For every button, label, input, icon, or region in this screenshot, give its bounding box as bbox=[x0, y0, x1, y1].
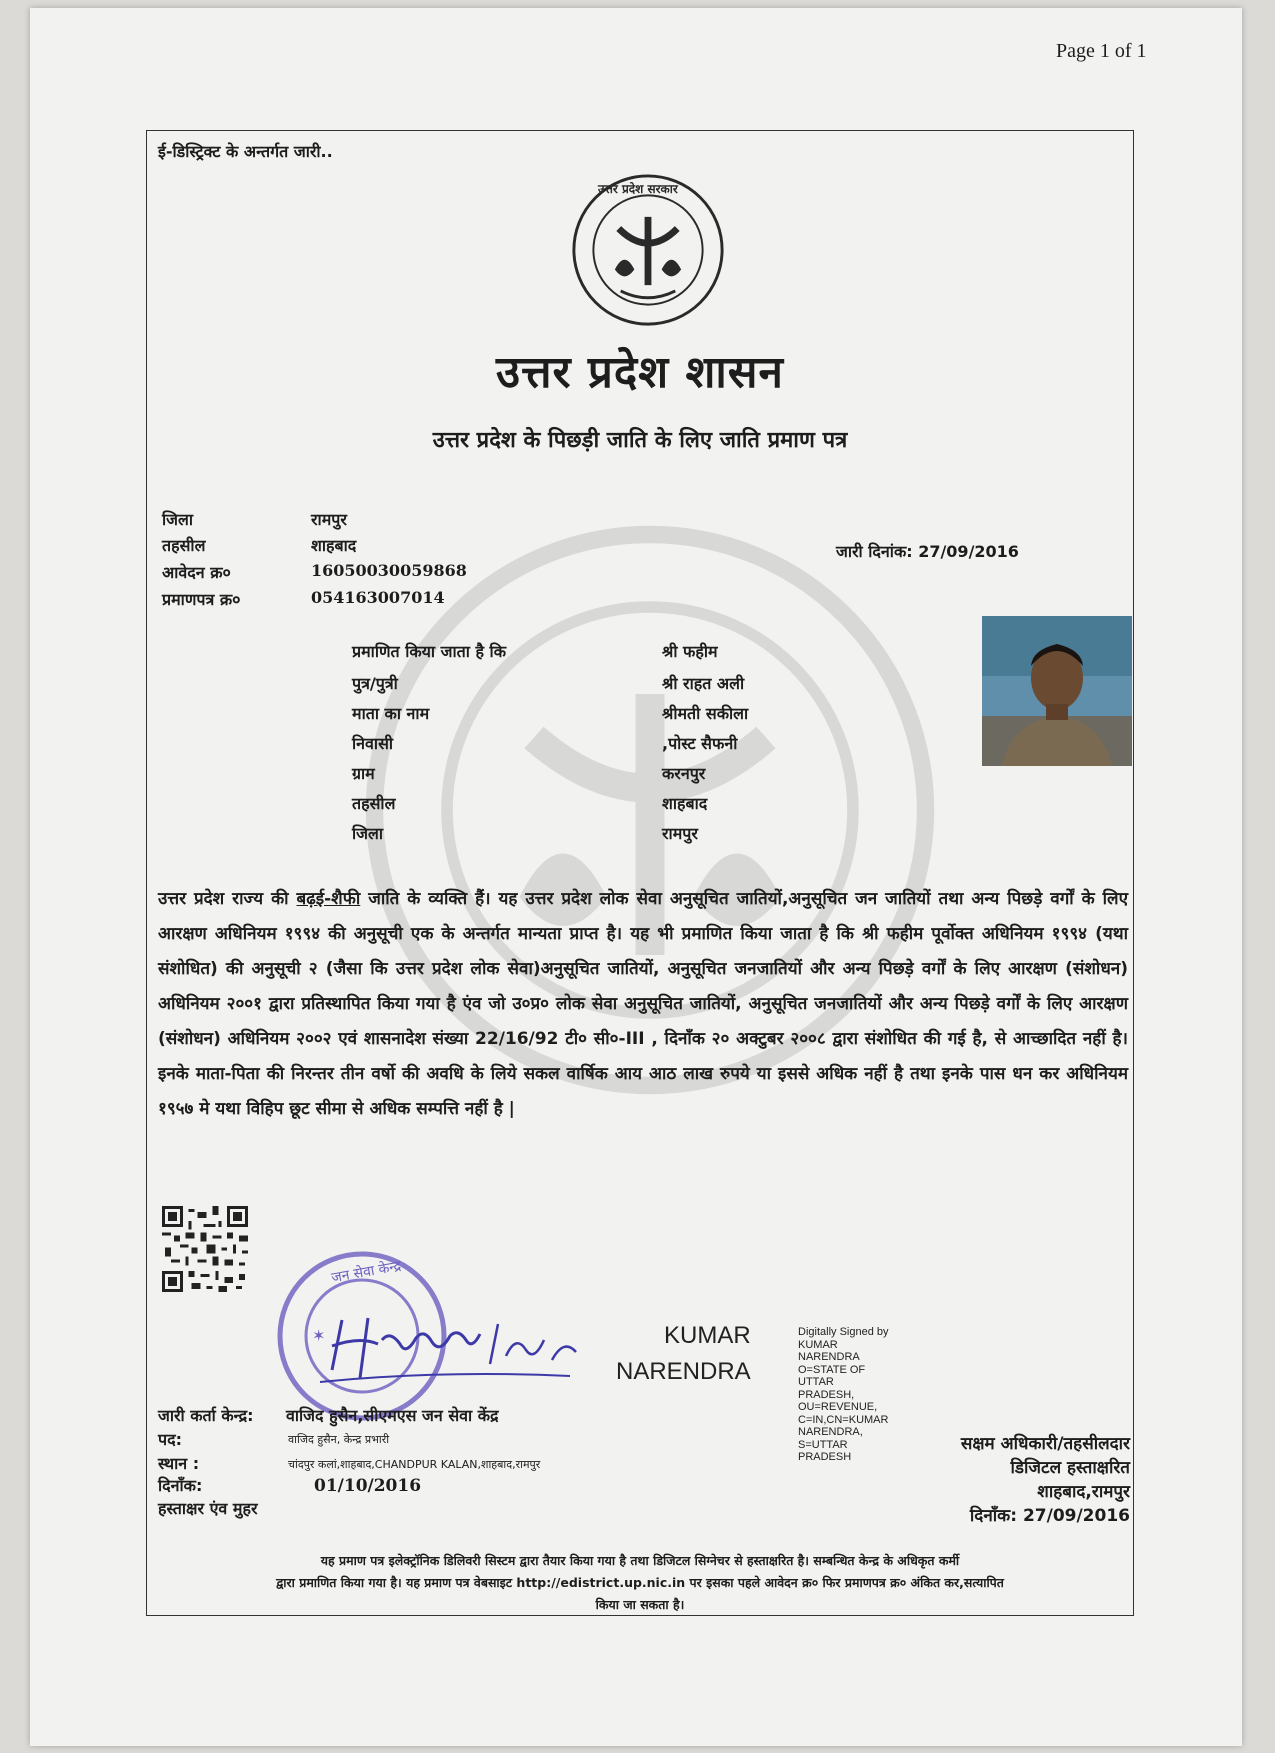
caste-name: बढ़ई-शैफी bbox=[296, 889, 361, 909]
stamp-text: जन सेवा केन्द्र bbox=[330, 1258, 403, 1287]
dsig-line: Digitally Signed by bbox=[798, 1326, 889, 1338]
issuing-center-value: वाजिद हुसैन,सीएमएस जन सेवा केंद्र bbox=[286, 1406, 499, 1425]
footer-line: द्वारा प्रमाणित किया गया है। यह प्रमाण पत्र वेबसाइट http://edistrict.up.nic.in पर इसका पहले आवेदन क्र० फिर प्रमाणपत्र क्र० अंकित कर,सत्यापित bbox=[276, 1575, 1004, 1590]
dsig-line: UTTAR bbox=[798, 1376, 834, 1388]
page-number: Page 1 of 1 bbox=[1056, 40, 1147, 62]
issued-under-text: ई-डिस्ट्रिक्ट के अन्तर्गत जारी.. bbox=[158, 142, 333, 161]
person-field-label: निवासी bbox=[352, 734, 394, 753]
dsig-line: KUMAR bbox=[798, 1338, 838, 1351]
signer-name-line2: NARENDRA bbox=[616, 1358, 751, 1385]
person-field-value: रामपुर bbox=[662, 824, 698, 843]
body-part1: उत्तर प्रदेश राज्य की bbox=[158, 889, 297, 909]
sign-seal-label: हस्ताक्षर एंव मुहर bbox=[158, 1499, 258, 1518]
person-field-value: शाहबाद bbox=[662, 794, 708, 813]
person-field-label: जिला bbox=[352, 824, 384, 843]
application-no-value: 16050030059868 bbox=[311, 561, 467, 580]
officer-date: दिनाँक: 27/09/2016 bbox=[969, 1506, 1130, 1526]
tehsil-label: तहसील bbox=[162, 536, 206, 555]
qr-code-icon bbox=[162, 1206, 248, 1292]
place-value: चांदपुर कलां,शाहबाद,CHANDPUR KALAN,शाहबाद,रामपुर bbox=[288, 1458, 541, 1471]
issuer-date-value: 01/10/2016 bbox=[314, 1476, 422, 1496]
person-field-label: ग्राम bbox=[352, 764, 375, 783]
application-no-label: आवेदन क्र० bbox=[162, 563, 231, 582]
certificate-no-value: 054163007014 bbox=[311, 588, 445, 607]
document-title: उत्तर प्रदेश शासन bbox=[496, 347, 784, 398]
person-field-value: ,पोस्ट सैफनी bbox=[662, 734, 738, 753]
certificate-body bbox=[158, 882, 1128, 1127]
person-field-value: श्री फहीम bbox=[662, 642, 718, 661]
dsig-line: PRADESH, bbox=[798, 1388, 855, 1401]
dsig-line: NARENDRA, bbox=[798, 1426, 863, 1438]
post-value: वाजिद हुसैन, केन्द्र प्रभारी bbox=[288, 1433, 390, 1446]
dsig-line: NARENDRA bbox=[798, 1351, 860, 1363]
officer-title: सक्षम अधिकारी/तहसीलदार bbox=[960, 1434, 1130, 1454]
handwritten-signature-icon bbox=[320, 1300, 590, 1390]
person-field-label: तहसील bbox=[352, 794, 396, 813]
person-field-label: प्रमाणित किया जाता है कि bbox=[352, 642, 506, 661]
person-field-label: माता का नाम bbox=[352, 704, 430, 723]
issuing-center-label: जारी कर्ता केन्द्र: bbox=[158, 1406, 254, 1425]
seal-text: उत्तर प्रदेश सरकार bbox=[598, 182, 678, 196]
footer-line: किया जा सकता है। bbox=[595, 1597, 685, 1612]
person-field-value: श्रीमती सकीला bbox=[662, 704, 749, 723]
digital-signer-name bbox=[616, 1318, 751, 1390]
place-label: स्थान : bbox=[158, 1454, 200, 1473]
person-field-label: पुत्र/पुत्री bbox=[352, 674, 398, 693]
district-value: रामपुर bbox=[311, 510, 347, 529]
dsig-line: O=STATE OF bbox=[798, 1363, 866, 1376]
tehsil-value: शाहबाद bbox=[311, 536, 357, 555]
applicant-photo bbox=[982, 616, 1132, 766]
person-field-value: करनपुर bbox=[662, 764, 706, 783]
document-subtitle: उत्तर प्रदेश के पिछड़ी जाति के लिए जाति प्रमाण पत्र bbox=[432, 428, 848, 453]
person-field-value: श्री राहत अली bbox=[662, 674, 745, 693]
competent-officer-block bbox=[880, 1432, 1130, 1528]
post-label: पद: bbox=[158, 1430, 182, 1449]
district-label: जिला bbox=[162, 510, 194, 529]
svg-text:✶: ✶ bbox=[312, 1326, 326, 1345]
dsig-line: S=UTTAR bbox=[798, 1438, 848, 1451]
dsig-line: C=IN,CN=KUMAR bbox=[798, 1413, 889, 1426]
issue-date: जारी दिनांक: 27/09/2016 bbox=[836, 542, 1019, 561]
body-part2: जाति के व्यक्ति हैं। यह उत्तर प्रदेश लोक सेवा अनुसूचित जातियों,अनुसूचित जन जातियों तथा अन्य पिछड़े वर्गों के लिए आरक्षण अधिनियम १९९४ की अनुसूची एक के अन्तर्गत मान्यता प्राप्त है। यह भी प्रमाणित किया जाता है कि श्री फहीम पूर्वोक्त अधिनियम १९९४ (यथा संशोधित) की अनुसूची २ (जैसा कि उत्तर प्रदेश लोक सेवा)अनुसूचित जातियों, अनुसूचित जनजातियों और अन्य पिछड़े वर्गों के लिए आरक्षण (संशोधन) अधिनियम २००१ द्वारा प्रतिस्थापित किया गया है एंव जो उ०प्र० लोक सेवा अनुसूचित जातियों, अनुसूचित जनजातियों और अन्य पिछड़े वर्गों के लिए आरक्षण (संशोधन) अधिनियम २००२ एवं शासनादेश संख्या 22/16/92 टी० सी०-III , दिनाँक २० अक्टुबर २००८ द्वारा संशोधित की गई है, से आच्छादित नहीं है।इनके माता-पिता की निरन्तर तीन वर्षो की अवधि के लिये सकल वार्षिक आय आठ लाख रुपये या इससे अधिक नहीं है तथा इनके पास धन कर अधिनियम १९५७ मे यथा विहिप छूट सीमा से अधिक सम्पत्ति नहीं है | bbox=[158, 889, 1128, 1119]
certificate-no-label: प्रमाणपत्र क्र० bbox=[162, 590, 241, 609]
verification-footer bbox=[160, 1550, 1120, 1616]
signer-name-line1: KUMAR bbox=[664, 1322, 751, 1349]
dsig-line: OU=REVENUE, bbox=[798, 1401, 878, 1413]
officer-signed: डिजिटल हस्ताक्षरित bbox=[1010, 1458, 1130, 1478]
date-label: दिनाँक: bbox=[158, 1476, 203, 1495]
dsig-line: PRADESH bbox=[798, 1451, 852, 1463]
officer-location: शाहबाद,रामपुर bbox=[1037, 1482, 1130, 1502]
footer-line: यह प्रमाण पत्र इलेक्ट्रॉनिक डिलिवरी सिस्टम द्वारा तैयार किया गया है तथा डिजिटल सिग्नेचर से हस्ताक्षरित है। सम्बन्धित केन्द्र के अधिकृत कर्मी bbox=[320, 1553, 960, 1568]
